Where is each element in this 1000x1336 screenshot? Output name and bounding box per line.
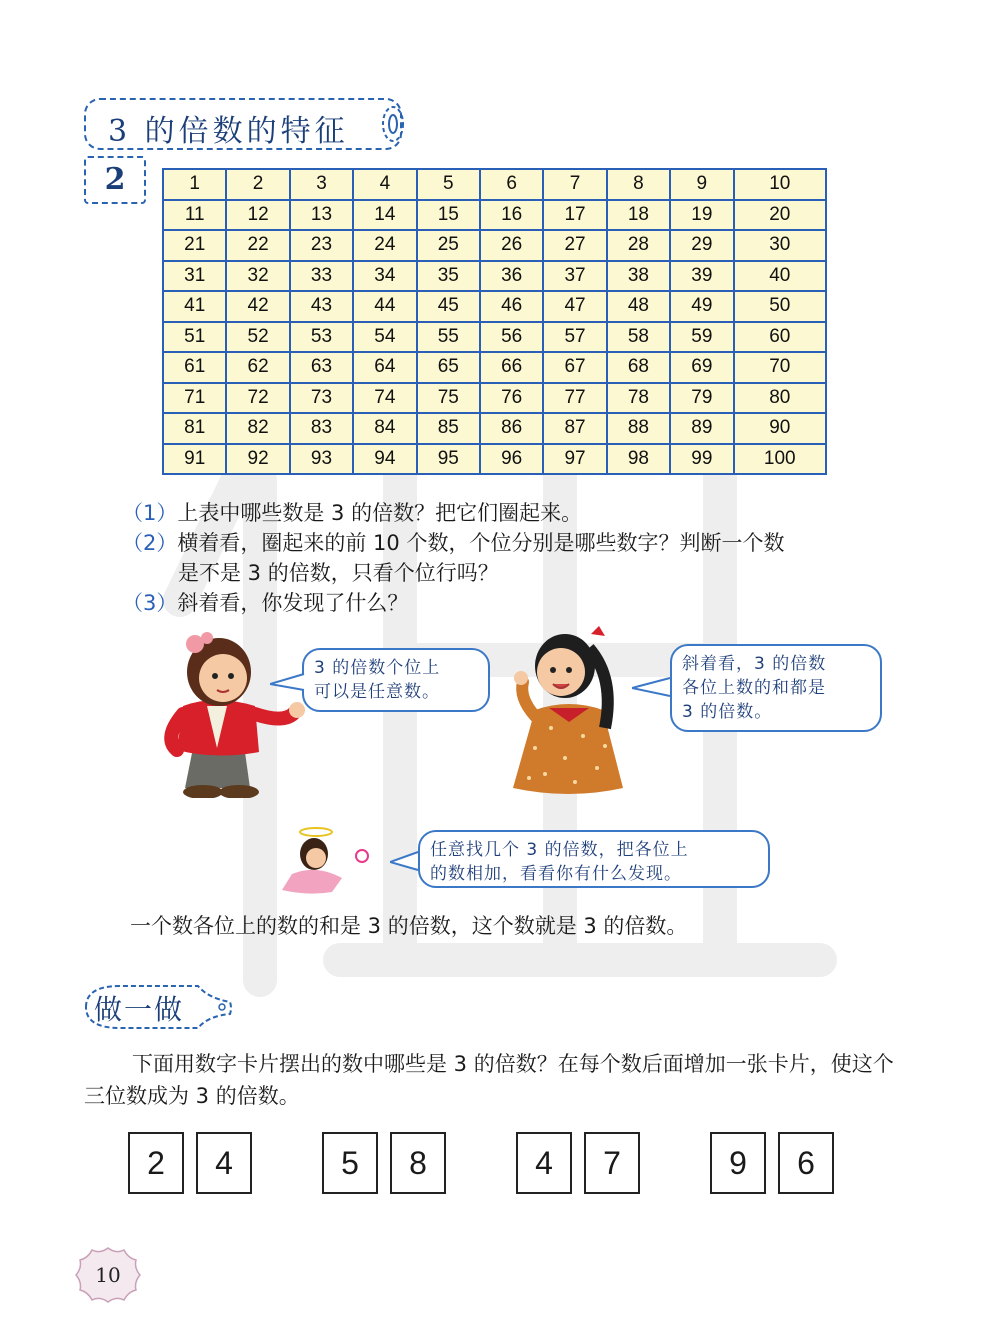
chart-cell: 32 (226, 261, 289, 292)
chart-cell: 37 (543, 261, 606, 292)
chart-cell: 77 (543, 383, 606, 414)
chart-cell: 58 (607, 322, 670, 353)
chart-cell: 91 (163, 444, 226, 475)
chart-cell: 10 (734, 169, 826, 200)
chart-row (163, 352, 826, 383)
chart-cell: 90 (734, 413, 826, 444)
chart-cell: 31 (163, 261, 226, 292)
chart-cell: 19 (670, 200, 733, 231)
chart-cell: 5 (417, 169, 480, 200)
chart-cell: 62 (226, 352, 289, 383)
chart-cell: 82 (226, 413, 289, 444)
chart-cell: 51 (163, 322, 226, 353)
chart-cell: 99 (670, 444, 733, 475)
chart-cell: 69 (670, 352, 733, 383)
chart-cell: 79 (670, 383, 733, 414)
chart-cell: 1 (163, 169, 226, 200)
chart-cell: 83 (290, 413, 353, 444)
chart-cell: 50 (734, 291, 826, 322)
chart-cell: 55 (417, 322, 480, 353)
chart-cell: 17 (543, 200, 606, 231)
speech-bubble-right (670, 644, 882, 732)
scroll-curl-icon (380, 104, 406, 144)
section-title-banner (84, 98, 402, 150)
chart-cell: 100 (734, 444, 826, 475)
chart-cell: 88 (607, 413, 670, 444)
bubble-line: 任意找几个 3 的倍数，把各位上 (430, 840, 689, 860)
chart-cell: 6 (480, 169, 543, 200)
chart-cell: 34 (353, 261, 416, 292)
chart-cell: 21 (163, 230, 226, 261)
chart-cell: 74 (353, 383, 416, 414)
chart-row (163, 444, 826, 475)
chart-cell: 47 (543, 291, 606, 322)
chart-cell: 18 (607, 200, 670, 231)
chart-cell: 86 (480, 413, 543, 444)
chart-row (163, 322, 826, 353)
chart-cell: 13 (290, 200, 353, 231)
chart-cell: 8 (607, 169, 670, 200)
number-card: 6 (778, 1132, 834, 1194)
chart-cell: 28 (607, 230, 670, 261)
chart-cell: 71 (163, 383, 226, 414)
practice-task: 下面用数字卡片摆出的数中哪些是 3 的倍数？在每个数后面增加一张卡片，使这个三位数成为 3 的倍数。 (84, 1052, 894, 1108)
chart-cell: 3 (290, 169, 353, 200)
bubble-line: 的数相加，看看你有什么发现。 (430, 864, 682, 884)
chart-cell: 15 (417, 200, 480, 231)
question-number: （1） (122, 501, 178, 525)
chart-cell: 49 (670, 291, 733, 322)
conclusion-statement: 一个数各位上的数的和是 3 的倍数，这个数就是 3 的倍数。 (130, 914, 688, 938)
chart-cell: 61 (163, 352, 226, 383)
number-card: 4 (196, 1132, 252, 1194)
flying-sprite-illustration (272, 826, 372, 898)
practice-banner (80, 982, 236, 1032)
chart-cell: 4 (353, 169, 416, 200)
hundred-chart (162, 168, 827, 475)
chart-cell: 57 (543, 322, 606, 353)
chart-row (163, 261, 826, 292)
chart-cell: 42 (226, 291, 289, 322)
number-card: 8 (390, 1132, 446, 1194)
chart-cell: 81 (163, 413, 226, 444)
number-card: 2 (128, 1132, 184, 1194)
chart-cell: 68 (607, 352, 670, 383)
chart-cell: 97 (543, 444, 606, 475)
chart-cell: 24 (353, 230, 416, 261)
section-title: 3 的倍数的特征 (108, 114, 349, 149)
number-card: 9 (710, 1132, 766, 1194)
bubble-tail-right (632, 676, 672, 698)
number-card: 5 (322, 1132, 378, 1194)
bubble-line: 3 的倍数。 (682, 702, 773, 722)
chart-cell: 65 (417, 352, 480, 383)
chart-cell: 59 (670, 322, 733, 353)
chart-row (163, 291, 826, 322)
chart-cell: 9 (670, 169, 733, 200)
chart-cell: 16 (480, 200, 543, 231)
chart-cell: 94 (353, 444, 416, 475)
page-number-badge (74, 1244, 142, 1306)
chart-cell: 27 (543, 230, 606, 261)
chart-cell: 35 (417, 261, 480, 292)
chart-cell: 54 (353, 322, 416, 353)
chart-cell: 22 (226, 230, 289, 261)
chart-cell: 26 (480, 230, 543, 261)
chart-cell: 67 (543, 352, 606, 383)
chart-cell: 44 (353, 291, 416, 322)
question-3 (122, 588, 408, 618)
chart-cell: 76 (480, 383, 543, 414)
question-text: 横着看，圈起来的前 10 个数，个位分别是哪些数字？判断一个数 (177, 531, 785, 555)
chart-cell: 33 (290, 261, 353, 292)
girl-red-jacket-illustration (155, 628, 305, 798)
question-number: （3） (122, 591, 178, 615)
chart-cell: 60 (734, 322, 826, 353)
chart-cell: 92 (226, 444, 289, 475)
example-number-badge: 2 (84, 156, 146, 204)
chart-cell: 95 (417, 444, 480, 475)
chart-cell: 93 (290, 444, 353, 475)
speech-bubble-left (302, 648, 490, 712)
chart-cell: 64 (353, 352, 416, 383)
chart-row (163, 413, 826, 444)
chart-row (163, 200, 826, 231)
chart-row (163, 169, 826, 200)
chart-cell: 63 (290, 352, 353, 383)
chart-cell: 53 (290, 322, 353, 353)
chart-cell: 11 (163, 200, 226, 231)
chart-cell: 48 (607, 291, 670, 322)
chart-cell: 72 (226, 383, 289, 414)
chart-cell: 38 (607, 261, 670, 292)
speech-bubble-sprite (418, 830, 770, 888)
practice-title: 做一做 (94, 993, 185, 1026)
chart-cell: 52 (226, 322, 289, 353)
chart-cell: 75 (417, 383, 480, 414)
question-2-continued: 是不是 3 的倍数，只看个位行吗？ (178, 561, 499, 585)
chart-cell: 46 (480, 291, 543, 322)
chart-cell: 12 (226, 200, 289, 231)
chart-cell: 2 (226, 169, 289, 200)
chart-cell: 85 (417, 413, 480, 444)
chart-cell: 73 (290, 383, 353, 414)
bubble-tail-sprite (390, 850, 420, 872)
chart-cell: 98 (607, 444, 670, 475)
chart-cell: 14 (353, 200, 416, 231)
bubble-line: 斜着看，3 的倍数 (682, 654, 827, 674)
chart-cell: 30 (734, 230, 826, 261)
chart-cell: 36 (480, 261, 543, 292)
chart-cell: 96 (480, 444, 543, 475)
chart-cell: 25 (417, 230, 480, 261)
chart-cell: 84 (353, 413, 416, 444)
bubble-line: 各位上数的和都是 (682, 678, 826, 698)
girl-dotted-dress-illustration (505, 618, 635, 800)
chart-cell: 20 (734, 200, 826, 231)
chart-cell: 43 (290, 291, 353, 322)
chart-cell: 56 (480, 322, 543, 353)
number-card: 4 (516, 1132, 572, 1194)
chart-cell: 70 (734, 352, 826, 383)
chart-cell: 45 (417, 291, 480, 322)
chart-cell: 78 (607, 383, 670, 414)
question-1 (122, 498, 582, 528)
chart-cell: 89 (670, 413, 733, 444)
chart-cell: 39 (670, 261, 733, 292)
chart-row (163, 383, 826, 414)
chart-cell: 7 (543, 169, 606, 200)
bubble-line: 可以是任意数。 (314, 682, 440, 702)
question-text: 斜着看，你发现了什么？ (177, 591, 409, 615)
question-text: 上表中哪些数是 3 的倍数？把它们圈起来。 (177, 501, 583, 525)
chart-cell: 29 (670, 230, 733, 261)
chart-cell: 41 (163, 291, 226, 322)
bubble-tail-left (270, 672, 306, 692)
bubble-line: 3 的倍数个位上 (314, 658, 441, 678)
page-number: 10 (95, 1263, 121, 1287)
question-number: （2） (122, 531, 178, 555)
question-2 (122, 528, 784, 558)
chart-row (163, 230, 826, 261)
chart-cell: 23 (290, 230, 353, 261)
chart-cell: 40 (734, 261, 826, 292)
chart-cell: 80 (734, 383, 826, 414)
chart-cell: 87 (543, 413, 606, 444)
number-card: 7 (584, 1132, 640, 1194)
chart-cell: 66 (480, 352, 543, 383)
